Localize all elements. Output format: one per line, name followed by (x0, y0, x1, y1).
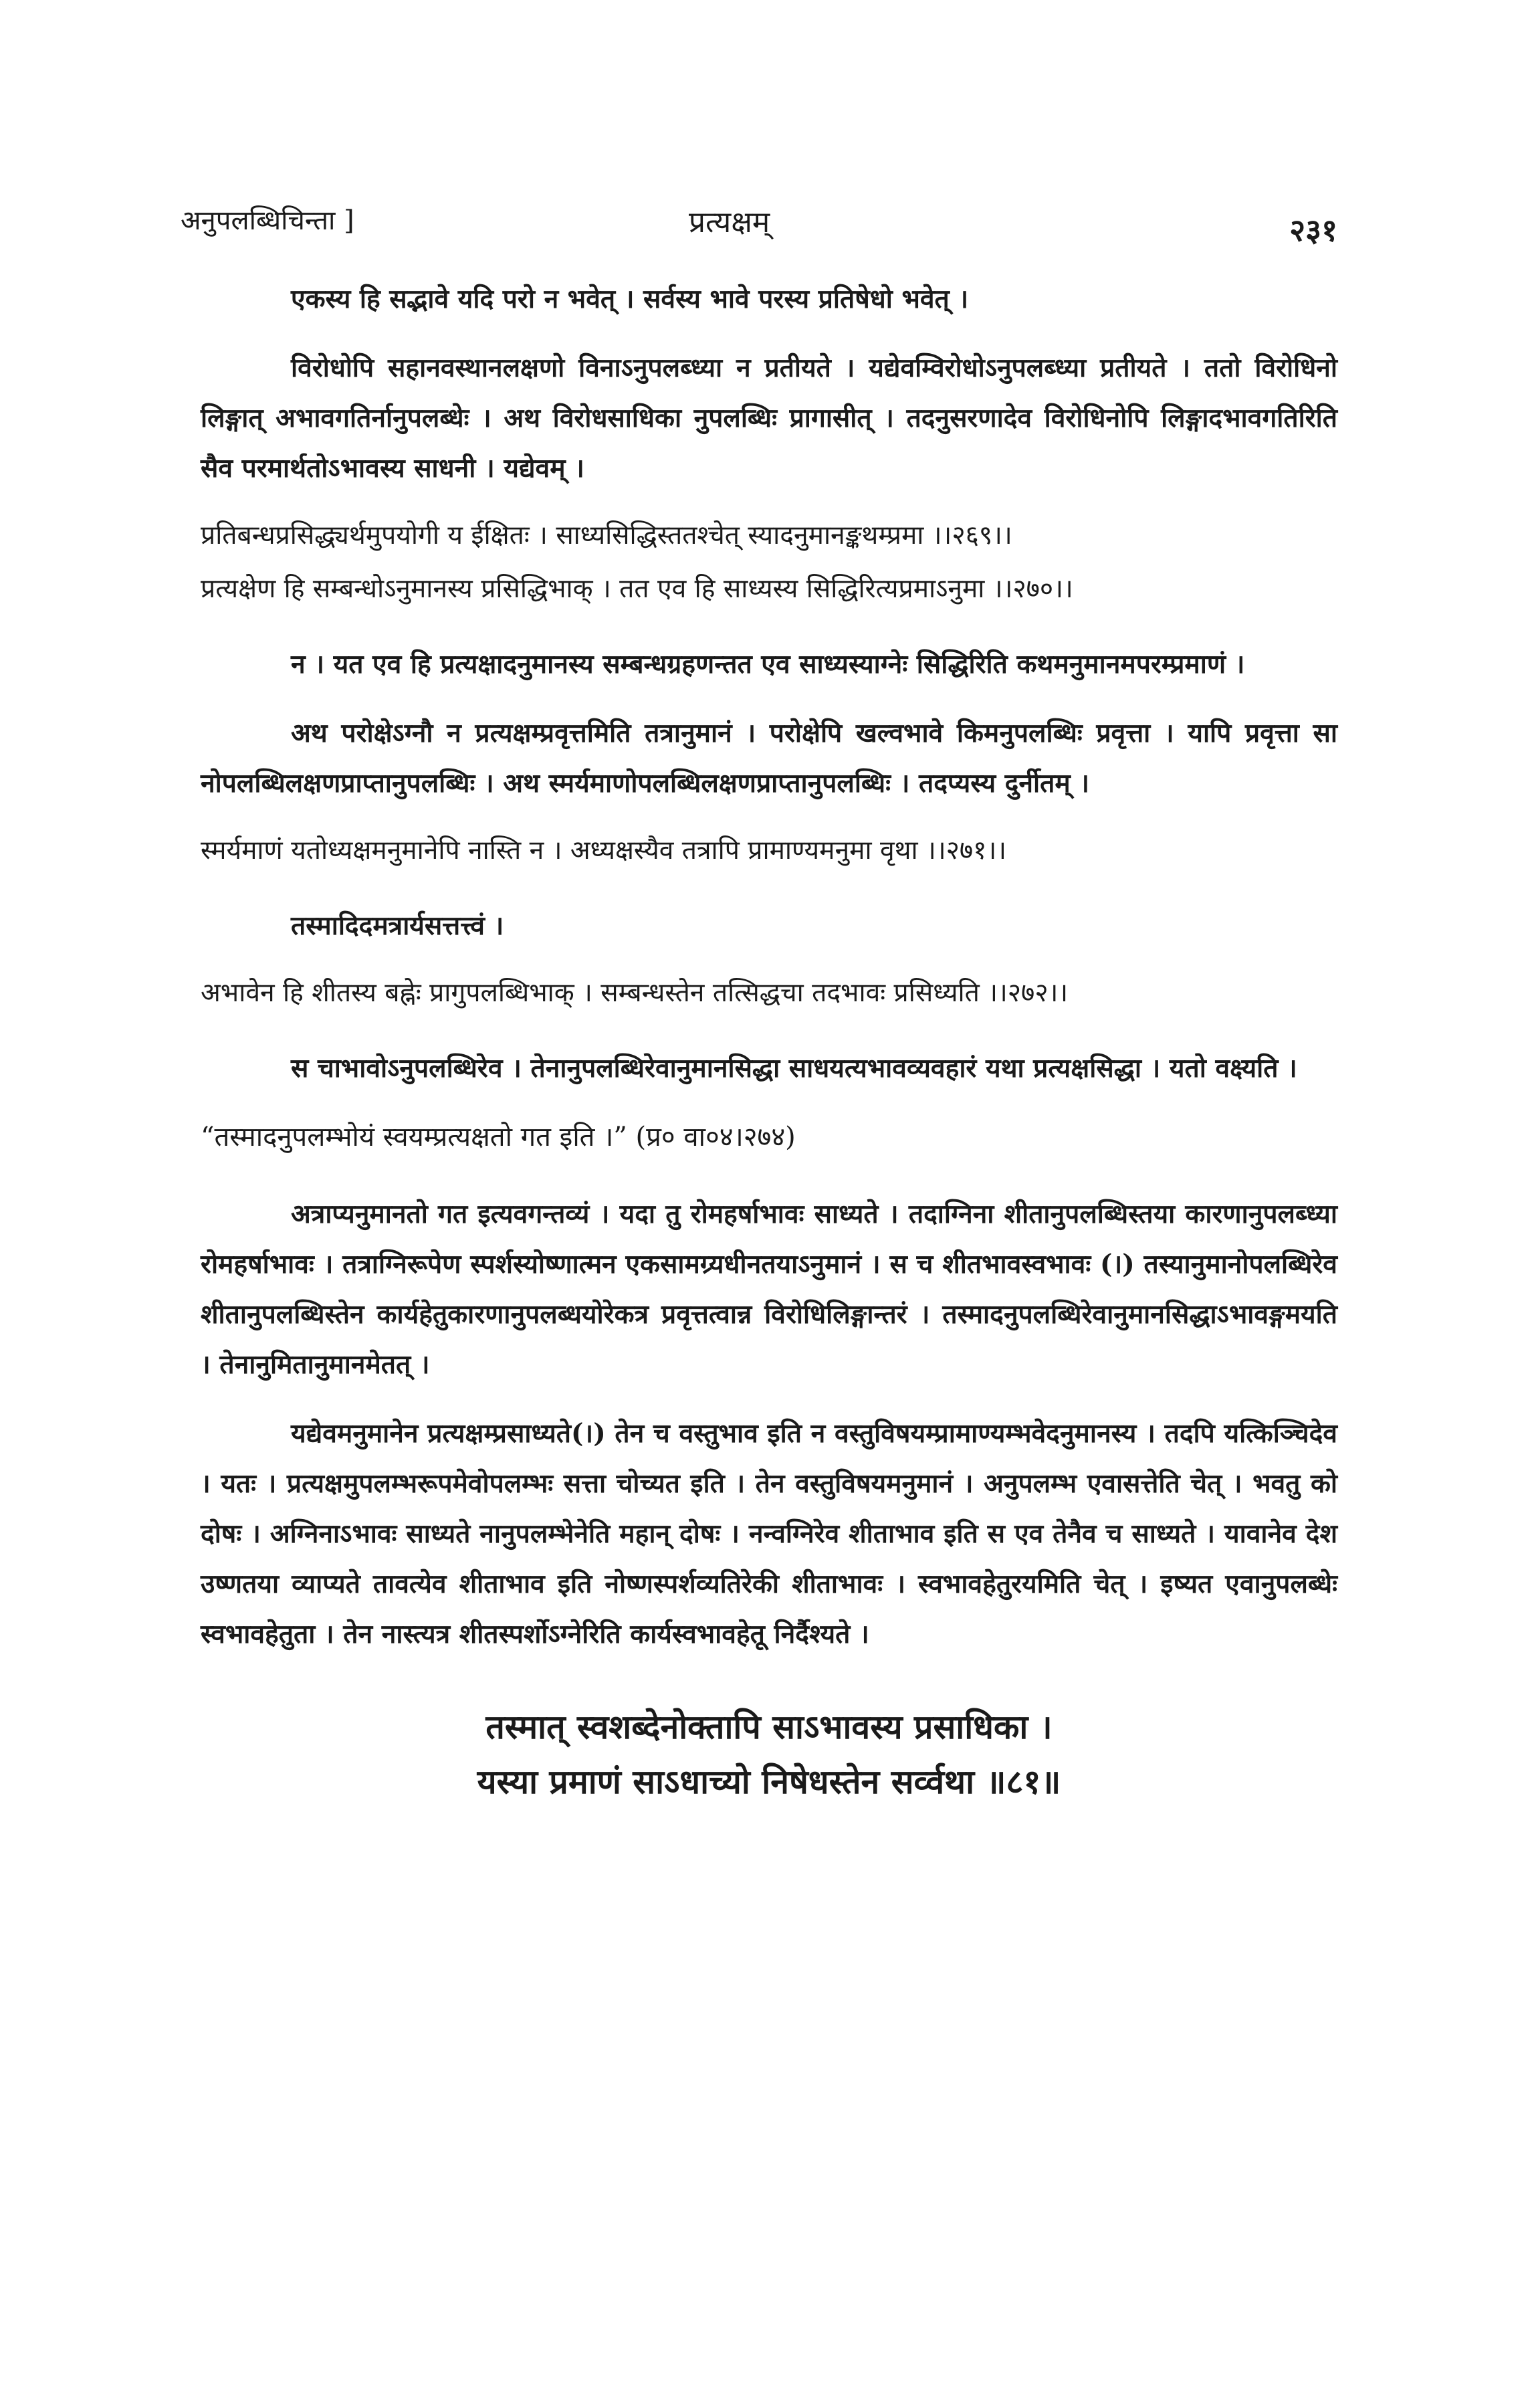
paragraph-6: स चाभावोऽनुपलब्धिरेव । तेनानुपलब्धिरेवानुमानसिद्धा साधयत्यभावव्यवहारं यथा प्रत्यक्षसिद्धा । यतो वक्ष्यति । (291, 1053, 1297, 1084)
verse-270: प्रत्यक्षेण हि सम्बन्धोऽनुमानस्य प्रसिद्धिभाक् । तत एव हि साध्यस्य सिद्धिरित्यप्रमाऽनुमा ।।२७०।। (201, 574, 1073, 604)
verse-269: प्रतिबन्धप्रसिद्ध्यर्थमुपयोगी य ईक्षितः । साध्यसिद्धिस्ततश्चेत् स्यादनुमानङ्कथम्प्रमा ।।२६९।। (201, 520, 1012, 550)
paragraph-1: एकस्य हि सद्भावे यदि परो न भवेत् । सर्वस्य भावे परस्य प्रतिषेधो भवेत् । (291, 284, 969, 314)
paragraph-2: विरोधोपि सहानवस्थानलक्षणो विनाऽनुपलब्ध्या न प्रतीयते । यद्येवम्विरोधोऽनुपलब्ध्या प्रतीयते । ततो विरोधिनो लिङ्गात् अभावगतिर्नानुपलब्धेः । अथ विरोधसाधिका नुपलब्धिः प्रागासीत् । तदनुसरणादेव विरोधिनोपि लिङ्गादभावगतिरिति सैव परमार्थतोऽभावस्य साधनी । यद्येवम् । (201, 353, 1337, 484)
section-title: अनुपलब्धिचिन्ता ] (181, 205, 354, 236)
final-verse (201, 1700, 1337, 1809)
final-verse-line-2: यस्या प्रमाणं साऽधाच्यो निषेधस्तेन सर्व्वथा ॥८१॥ (477, 1762, 1061, 1801)
paragraph-5: तस्मादिदमत्रार्यसत्तत्त्वं । (291, 910, 504, 941)
paragraph-4: अथ परोक्षेऽग्नौ न प्रत्यक्षम्प्रवृत्तमिति तत्रानुमानं । परोक्षेपि खल्वभावे किमनुपलब्धिः प्रवृत्ता । यापि प्रवृत्ता सा नोपलब्धिलक्षणप्राप्तानुपलब्धिः । अथ स्मर्यमाणोपलब्धिलक्षणप्राप्तानुपलब्धिः । तदप्यस्य दुर्नीतम् । (201, 718, 1337, 799)
quotation: “तस्मादनुपलम्भोयं स्वयम्प्रत्यक्षतो गत इति ।” (प्र० वा०४।२७४) (201, 1122, 796, 1152)
paragraph-3: न । यत एव हि प्रत्यक्षादनुमानस्य सम्बन्धग्रहणन्तत एव साध्यस्याग्नेः सिद्धिरिति कथमनुमानमपरम्प्रमाणं । (291, 649, 1245, 680)
paragraph-8: यद्येवमनुमानेन प्रत्यक्षम्प्रसाध्यते(।) तेन च वस्तुभाव इति न वस्तुविषयम्प्रामाण्यम्भवेदनुमानस्य । तदपि यत्किञ्चिदेव । यतः । प्रत्यक्षमुपलम्भरूपमेवोपलम्भः सत्ता चोच्यत इति । तेन वस्तुविषयमनुमानं । अनुपलम्भ एवासत्तेति चेत् । भवतु को दोषः । अग्निनाऽभावः साध्यते नानुपलम्भेनेति महान् दोषः । नन्वग्निरेव शीताभाव इति स एव तेनैव च साध्यते । यावानेव देश उष्णतया व्याप्यते तावत्येव शीताभाव इति नोष्णस्पर्शव्यतिरेकी शीताभावः । स्वभावहेतुरयमिति चेत् । इष्यत एवानुपलब्धेः स्वभावहेतुता । तेन नास्त्यत्र शीतस्पर्शोऽग्नेरिति कार्यस्वभावहेतू निर्दैश्यते । (201, 1418, 1337, 1649)
page-number: २३१ (1289, 212, 1337, 248)
verse-block-272 (201, 970, 1337, 1017)
verse-block-269-270 (201, 512, 1337, 613)
verse-272: अभावेन हि शीतस्य बह्नेः प्रागुपलब्धिभाक् । सम्बन्धस्तेन तत्सिद्धचा तदभावः प्रसिध्यति ।।२७२।। (201, 978, 1069, 1008)
final-verse-line-1: तस्मात् स्वशब्देनोक्तापि साऽभावस्य प्रसाधिका । (485, 1707, 1053, 1746)
verse-block-271 (201, 827, 1337, 874)
chapter-title: प्रत्यक्षम् (689, 205, 770, 239)
verse-271: स्मर्यमाणं यतोध्यक्षमनुमानेपि नास्ति न । अध्यक्षस्यैव तत्रापि प्रामाण्यमनुमा वृथा ।।२७१।। (201, 835, 1007, 866)
body-text (201, 274, 1337, 1809)
running-header (181, 201, 1337, 254)
paragraph-7: अत्राप्यनुमानतो गत इत्यवगन्तव्यं । यदा तु रोमहर्षाभावः साध्यते । तदाग्निना शीतानुपलब्धिस्तया कारणानुपलब्ध्या रोमहर्षाभावः । तत्राग्निरूपेण स्पर्शस्योष्णात्मन एकसामग्र्यधीनतयाऽनुमानं । स च शीतभावस्वभावः (।) तस्यानुमानोपलब्धिरेव शीतानुपलब्धिस्तेन कार्यहेतुकारणानुपलब्धयोरेकत्र प्रवृत्तत्वान्न विरोधिलिङ्गान्तरं । तस्मादनुपलब्धिरेवानुमानसिद्धाऽभावङ्गमयति । तेनानुमितानुमानमेतत् । (201, 1199, 1337, 1380)
